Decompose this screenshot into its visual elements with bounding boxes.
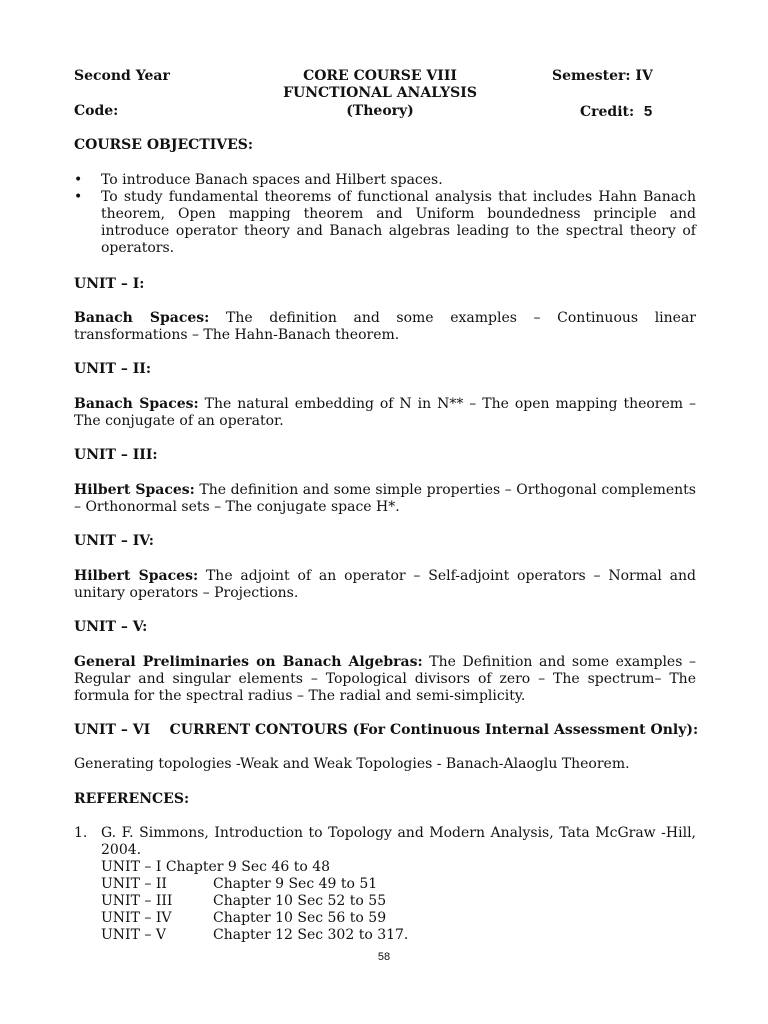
unit-map-row [101, 876, 378, 893]
objectives-heading: COURSE OBJECTIVES: [74, 137, 254, 153]
unit-6-heading: UNIT – VI CURRENT CONTOURS (For Continuous Internal Assessment Only): [74, 722, 699, 738]
unit-map-unit: UNIT – I [101, 859, 162, 875]
unit-5-heading: UNIT – V: [74, 619, 148, 635]
unit-map-row [101, 927, 409, 944]
unit-map-row [101, 893, 387, 910]
credit [580, 103, 652, 121]
list-item: • To introduce Banach spaces and Hilbert spaces. [74, 172, 443, 188]
unit-map-chapter: Chapter 9 Sec 49 to 51 [213, 876, 378, 892]
unit-3-content: Hilbert Spaces: The definition and some simple properties – Orthogonal complements – Orthonormal sets – The conjugate space H*. [74, 482, 696, 515]
objectives-list [74, 172, 696, 257]
unit-6-content: Generating topologies -Weak and Weak Topologies - Banach-Alaoglu Theorem. [74, 756, 630, 772]
reference-text: G. F. Simmons, Introduction to Topology and Modern Analysis, Tata McGraw -Hill, 2004. [101, 825, 696, 858]
unit-map-unit: UNIT – II [101, 876, 167, 892]
bullet-icon: • [74, 172, 83, 188]
reference-number: 1. [74, 825, 88, 841]
unit-map-chapter: Chapter 12 Sec 302 to 317. [213, 927, 409, 943]
unit-map-unit: UNIT – V [101, 927, 166, 943]
semester-label: Semester: IV [552, 68, 653, 84]
unit-map-chapter: Chapter 10 Sec 56 to 59 [213, 910, 387, 926]
unit-map-row [101, 859, 330, 876]
reference-item [74, 825, 696, 859]
credit-value: 5 [643, 103, 653, 120]
unit-2-heading: UNIT – II: [74, 361, 151, 377]
reference-unit-map [101, 859, 409, 944]
unit-map-chapter: Chapter 10 Sec 52 to 55 [213, 893, 387, 909]
references-heading: REFERENCES: [74, 791, 190, 807]
course-type: (Theory) [346, 103, 414, 119]
page-number: 58 [377, 951, 391, 963]
year-label: Second Year [74, 68, 170, 84]
unit-map-row [101, 910, 387, 927]
list-item: • To study fundamental theorems of functional analysis that includes Hahn Banach theorem, Open mapping theorem and Uniform boundedness principle and introduce operator theory and Banach algebras leading to the spectral theory of operators. [74, 189, 696, 256]
unit-4-content: Hilbert Spaces: The adjoint of an operator – Self-adjoint operators – Normal and unitary operators – Projections. [74, 568, 696, 601]
subject-title: FUNCTIONAL ANALYSIS [283, 85, 477, 101]
unit-1-heading: UNIT – I: [74, 276, 145, 292]
unit-4-heading: UNIT – IV: [74, 533, 154, 549]
bullet-icon: • [74, 189, 83, 205]
unit-5-content: General Preliminaries on Banach Algebras: The Definition and some examples – Regular and singular elements – Topological divisors of zero – The spectrum– The formula for the spectral radius – The radial and semi-simplicity. [74, 654, 696, 704]
course-title: CORE COURSE VIII [303, 68, 457, 84]
unit-3-heading: UNIT – III: [74, 447, 158, 463]
unit-map-unit: UNIT – IV [101, 910, 172, 926]
code-label: Code: [74, 103, 119, 119]
unit-map-unit: UNIT – III [101, 893, 173, 909]
unit-1-content: Banach Spaces: The definition and some examples – Continuous linear transformations – The Hahn-Banach theorem. [74, 310, 696, 343]
unit-map-chapter: Chapter 9 Sec 46 to 48 [165, 859, 331, 875]
unit-2-content: Banach Spaces: The natural embedding of N in N** – The open mapping theorem – The conjugate of an operator. [74, 396, 697, 429]
credit-label: Credit: [580, 104, 635, 120]
